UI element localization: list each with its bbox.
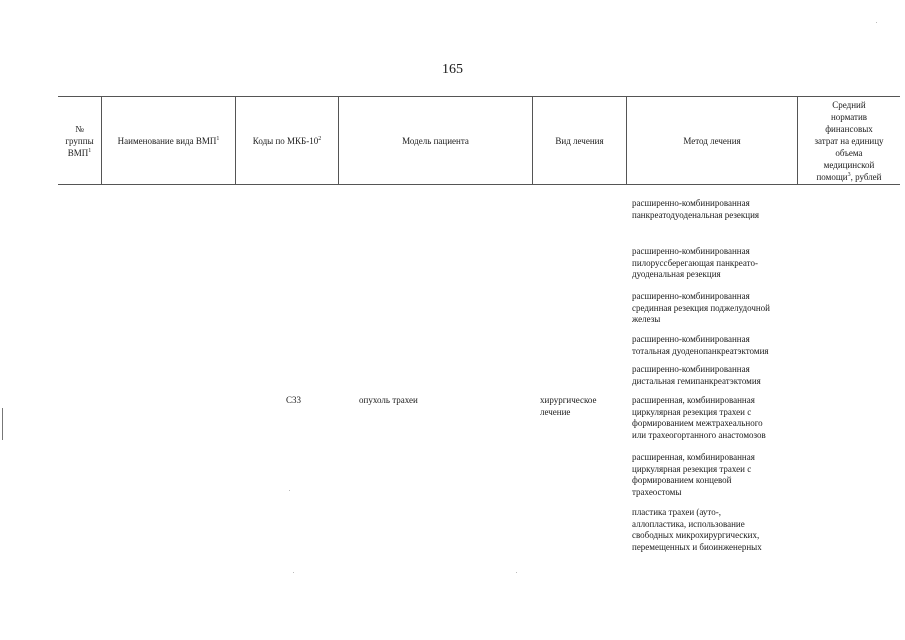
header-group-line: № bbox=[75, 123, 84, 134]
method-item: расширенно-комбинированная пилоруссберегающая панкреато- дуоденальная резекция bbox=[632, 246, 758, 279]
header-treatment-type: Вид лечения bbox=[555, 135, 604, 146]
method-item: расширенная, комбинированная циркулярная резекция трахеи с формированием концевой трахеостомы bbox=[632, 452, 755, 497]
scan-speck bbox=[289, 490, 290, 491]
scan-speck bbox=[516, 572, 517, 573]
scan-speck bbox=[876, 22, 877, 23]
method-item: расширенно-комбинированная тотальная дуоденопанкреатэктомия bbox=[632, 334, 769, 356]
footnote-marker: 2 bbox=[318, 135, 322, 142]
table-header-bottom-border bbox=[58, 184, 900, 185]
footnote-marker: 1 bbox=[216, 135, 220, 142]
method-item: расширенно-комбинированная срединная резекция поджелудочной железы bbox=[632, 291, 770, 324]
scan-speck bbox=[293, 572, 294, 573]
header-icd-codes: Коды по МКБ-$10^2$ bbox=[252, 135, 322, 146]
header-group-line: ВМП bbox=[67, 147, 89, 158]
method-item: пластика трахеи (ауто-, аллопластика, использование свободных микрохирургических, перемещенных и биоинженерных bbox=[632, 507, 762, 552]
header-group-number bbox=[58, 97, 101, 184]
margin-mark bbox=[2, 408, 3, 440]
page-number: 165 bbox=[442, 62, 463, 77]
footnote-marker: 1 bbox=[88, 147, 92, 154]
header-vmp-name: Наименование вида ВМП$^1$ bbox=[117, 135, 220, 146]
method-item: расширенная, комбинированная циркулярная резекция трахеи с формированием межтрахеального или трахеогортанного анастомозов bbox=[632, 395, 766, 440]
header-patient-model: Модель пациента bbox=[402, 135, 469, 146]
treatment-type-cell: хирургическое лечение bbox=[540, 395, 597, 417]
patient-model-cell: опухоль трахеи bbox=[359, 395, 418, 405]
method-item: расширенно-комбинированная дистальная гемипанкреатэктомия bbox=[632, 364, 761, 386]
header-treatment-method: Метод лечения bbox=[683, 135, 741, 146]
header-average-cost: Средний норматив финансовых затрат на единицу объема медицинской помощи$^3$, рублей bbox=[814, 99, 884, 182]
footnote-marker: 3 bbox=[847, 171, 851, 178]
method-item: расширенно-комбинированная панкреатодуоденальная резекция bbox=[632, 198, 760, 220]
icd-code-cell: C33 bbox=[286, 395, 302, 405]
header-group-line: группы bbox=[65, 135, 94, 146]
